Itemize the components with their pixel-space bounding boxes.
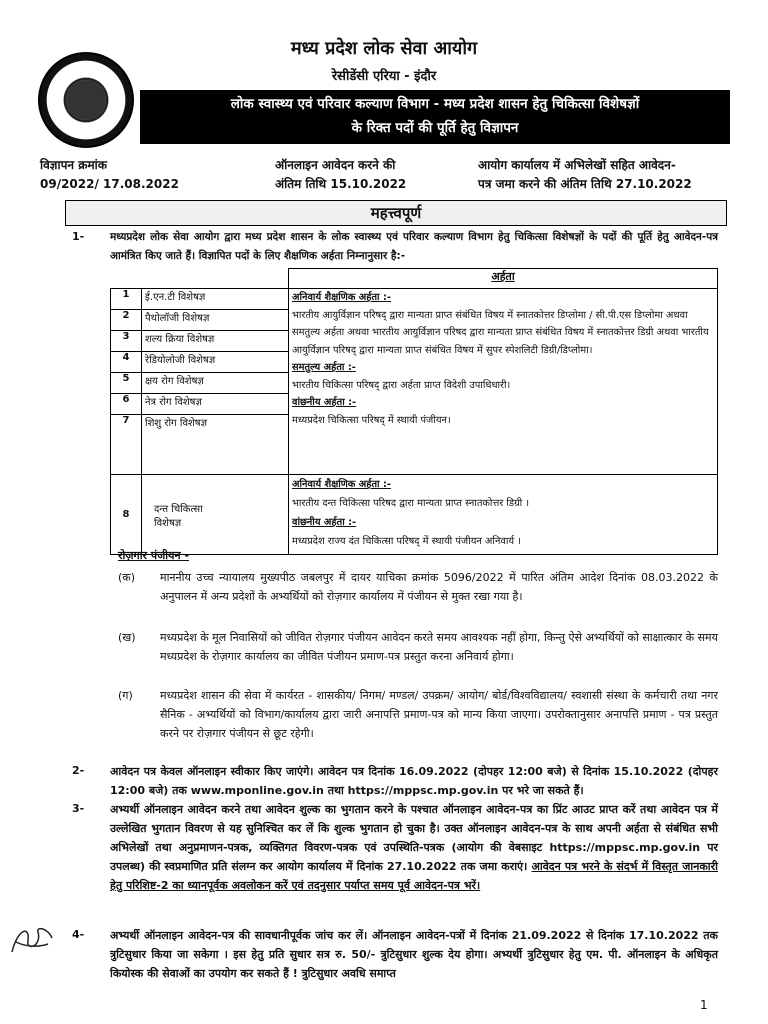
banner-line-2: के रिक्त पदों की पूर्ति हेतु विज्ञापन [351, 120, 519, 136]
post-no: 1 [111, 289, 142, 310]
post-name: रेडियोलोजी विशेषज्ञ [142, 352, 289, 373]
g1-desired-text: मध्यप्रदेश चिकित्सा परिषद् में स्थायी पंजीयन। [292, 414, 451, 426]
post-no: 5 [111, 373, 142, 394]
title-banner [140, 90, 730, 144]
g1-mandatory-heading: अनिवार्य शैक्षणिक अर्हता :- [292, 292, 391, 303]
signature [8, 922, 56, 962]
post-name: ई.एन.टी विशेषज्ञ [142, 289, 289, 310]
point-number: 3- [72, 802, 85, 815]
point-text: अभ्यर्थी ऑनलाइन आवेदन-पत्र की सावधानीपूर्वक जांच कर लें। ऑनलाइन आवेदन-पत्रों में दिनांक 21.09.2022 से दिनांक 17.10.2022 तक त्रुटिसुधार किया जा सकेगा । इस हेतु प्रति सुधार सत्र रु. 50/- त्रुटिसुधार शुल्क देय होगा। अभ्यर्थी त्रुटिसुधार हेतु एम. पी. ऑनलाइन के अधिकृत कियोस्क की सेवाओं का उपयोग कर सकते हैं ! त्रुटिसुधार अवधि समाप्त [110, 929, 718, 980]
employment-item-label: (ग) [118, 689, 133, 702]
g2-desired-heading: वांछनीय अर्हता :- [292, 517, 357, 528]
g1-equivalent-heading: समतुल्य अर्हता :- [292, 362, 356, 373]
point-3-body: अभ्यर्थी ऑनलाइन आवेदन करने तथा आवेदन शुल्क का भुगतान करने के पश्चात ऑनलाइन आवेदन-पत्र का प्रिंट आउट प्राप्त करें तथा आवेदन पत्र में उल्लेखित भुगतान विवरण से यह सुनिश्चित कर लें कि शुल्क भुगतान हो चुका है। उक्त ऑनलाइन आवेदन-पत्र के साथ अपनी अर्हता से संबंधित सभी अभिलेखों तथा अनुप्रमाणन-पत्रक, व्यक्तिगत विवरण-पत्रक एवं उपस्थिति-पत्रक (आयोग की वेबसाइट https://mppsc.mp.gov.in पर उपलब्ध) की स्वप्रमाणित प्रति संलग्न कर आयोग कार्यालय में दिनांक 27.10.2022 तक जमा कराएं। [110, 803, 718, 873]
online-deadline [275, 156, 406, 194]
employment-item-text: माननीय उच्च न्यायालय मुख्यपीठ जबलपुर में दायर याचिका क्रमांक 5096/2022 में पारित अंतिम आदेश दिनांक 08.03.2022 के अनुपालन में अन्य प्रदेशों के अभ्यर्थियों को रोज़गार कार्यालय में पंजीयन से मुक्त रखा गया है। [160, 571, 718, 603]
g1-mandatory-text: भारतीय आयुर्विज्ञान परिषद् द्वारा मान्यता प्राप्त संबंधित विषय में स्नातकोत्तर डिप्लोमा / सी.पी.एस डिप्लोमा अथवा समतुल्य अर्हता अथवा भारतीय आयुर्विज्ञान परिषद द्वारा मान्यता प्राप्त संबंधित विषय में स्नातकोत्तर डिग्री अथवा भारतीय आयुर्विज्ञान परिषद् द्वारा मान्यता प्राप्त संबंधित विषय में सुपर स्पेशलिटी डिग्री/डिप्लोमा। [292, 309, 709, 356]
office-value: पत्र जमा करने की अंतिम तिथि 27.10.2022 [478, 177, 692, 191]
section-1-text: मध्यप्रदेश लोक सेवा आयोग द्वारा मध्य प्रदेश शासन के लोक स्वास्थ्य एवं परिवार कल्याण विभाग हेतु चिकित्सा विशेषज्ञों के पदों की पूर्ति हेतु आवेदन-पत्र आमंत्रित किए जाते हैं। विज्ञापित पदों के लिए शैक्षणिक अर्हता निम्नानुसार है:- [110, 231, 718, 262]
point-number: 4- [72, 928, 85, 941]
online-label: ऑनलाइन आवेदन करने की [275, 158, 396, 172]
g1-desired-heading: वांछनीय अर्हता :- [292, 397, 357, 408]
point-text [110, 800, 718, 895]
g2-desired-text: मध्यप्रदेश राज्य दंत चिकित्सा परिषद् में स्थायी पंजीयन अनिवार्य । [292, 536, 521, 547]
point-3-note: आवेदन पत्र भरने के संदर्भ में विस्तृत जानकारी हेतु परिशिष्ट-2 का ध्यानपूर्वक अवलोकन करें एवं तदनुसार पर्याप्त समय पूर्व आवेदन-पत्र भरें। [110, 860, 718, 892]
post-no: 3 [111, 331, 142, 352]
office-label: आयोग कार्यालय में अभिलेखों सहित आवेदन- [478, 158, 676, 172]
employment-item-text: मध्यप्रदेश शासन की सेवा में कार्यरत - शासकीय/ निगम/ मण्डल/ उपक्रम/ आयोग/ बोर्ड/विश्वविद्यालय/ स्वशासी संस्था के कर्मचारी तथा नगर सैनिक - अभ्यर्थियों को विभाग/कार्यालय द्वारा जारी अनापत्ति प्रमाण-पत्र को मान्य किया जाएगा। उपरोक्तानुसार अनापत्ति प्रमाण - पत्र प्रस्तुत करने पर रोज़गार पंजीयन से छूट रहेगी। [160, 689, 718, 740]
post-no: 8 [111, 475, 142, 555]
adv-value: 09/2022/ 17.08.2022 [40, 177, 179, 191]
qualification-group-2 [289, 475, 718, 555]
post-name-8 [142, 475, 289, 555]
important-heading: महत्त्वपूर्ण [65, 200, 727, 226]
adv-label: विज्ञापन क्रमांक [40, 158, 107, 172]
post-name: शल्य क्रिया विशेषज्ञ [142, 331, 289, 352]
qualification-header: अर्हता [289, 269, 718, 289]
post-name-8-line-1: दन्त चिकित्सा [154, 503, 203, 515]
employment-item-label: (ख) [118, 631, 136, 644]
post-no: 7 [111, 415, 142, 475]
office-deadline [478, 156, 723, 194]
page-number: 1 [700, 998, 708, 1012]
table-header-blank [111, 269, 289, 289]
adv-number [40, 156, 179, 194]
page-subtitle: रेसीडेंसी एरिया - इंदौर [331, 69, 437, 84]
post-no: 6 [111, 394, 142, 415]
g1-equivalent-text: भारतीय चिकित्सा परिषद् द्वारा अर्हता प्राप्त विदेशी उपाधिधारी। [292, 379, 511, 391]
employment-item-label: (क) [118, 571, 136, 584]
post-name-8-line-2: विशेषज्ञ [154, 517, 182, 529]
post-no: 4 [111, 352, 142, 373]
post-name: क्षय रोग विशेषज्ञ [142, 373, 289, 394]
posts-table [110, 268, 718, 555]
online-value: अंतिम तिथि 15.10.2022 [275, 177, 407, 191]
section-1-number: 1- [72, 230, 85, 243]
page-title: मध्य प्रदेश लोक सेवा आयोग [290, 38, 478, 59]
employment-item-text: मध्यप्रदेश के मूल निवासियों को जीवित रोज़गार पंजीयन आवेदन करते समय आवश्यक नहीं होगा, किन्तु ऐसे अभ्यर्थियों को साक्षात्कार के समय मध्यप्रदेश के रोज़गार कार्यालय का जीवित पंजीयन प्रमाण-पत्र प्रस्तुत करना अनिवार्य होगा। [160, 631, 718, 663]
g2-mandatory-heading: अनिवार्य शैक्षणिक अर्हता :- [292, 479, 391, 490]
g2-mandatory-text: भारतीय दन्त चिकित्सा परिषद द्वारा मान्यता प्राप्त स्नातकोत्तर डिग्री । [292, 498, 530, 509]
point-number: 2- [72, 764, 85, 777]
point-text: आवेदन पत्र केवल ऑनलाइन स्वीकार किए जाएंगे। आवेदन पत्र दिनांक 16.09.2022 (दोपहर 12:00 बजे) से दिनांक 15.10.2022 (दोपहर 12:00 बजे) तक www.mponline.gov.in तथा https://mppsc.mp.gov.in पर भरे जा सकते हैं। [110, 765, 718, 797]
qualification-group-1 [289, 289, 718, 475]
post-no: 2 [111, 310, 142, 331]
post-name: शिशु रोग विशेषज्ञ [142, 415, 289, 475]
employment-heading: रोज़गार पंजीयन - [118, 549, 190, 562]
post-name: नेत्र रोग विशेषज्ञ [142, 394, 289, 415]
post-name: पैथोलॉजी विशेषज्ञ [142, 310, 289, 331]
banner-line-1: लोक स्वास्थ्य एवं परिवार कल्याण विभाग - मध्य प्रदेश शासन हेतु चिकित्सा विशेषज्ञों [230, 96, 640, 112]
